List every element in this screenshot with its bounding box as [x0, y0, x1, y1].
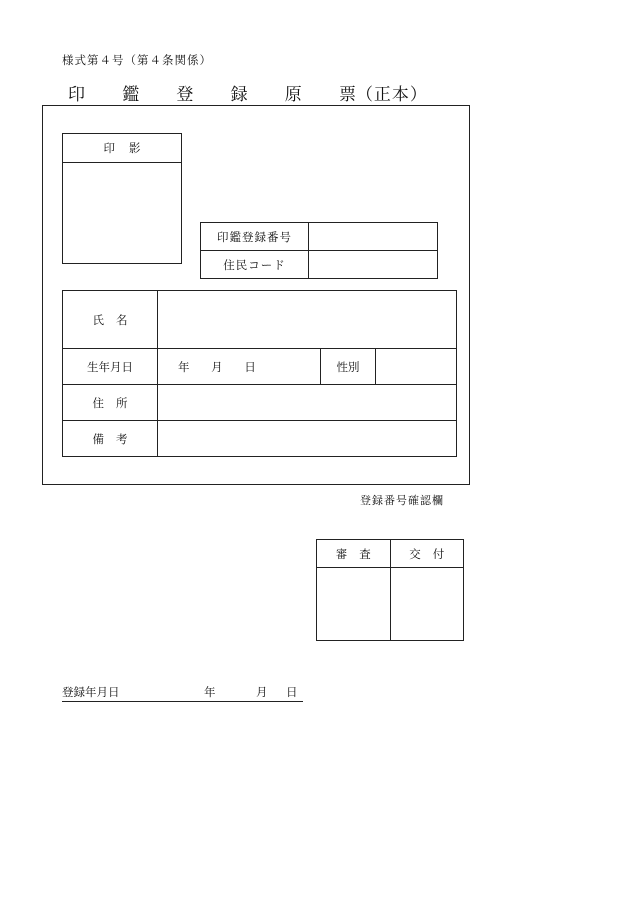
examine-header: 審査 — [317, 540, 391, 568]
issue-header: 交付 — [390, 540, 464, 568]
examine-stamp-area[interactable] — [317, 568, 391, 641]
name-label: 氏名 — [63, 291, 158, 349]
birthdate-field[interactable] — [158, 349, 321, 385]
remarks-label: 備考 — [63, 421, 158, 457]
seal-impression-area[interactable] — [63, 163, 182, 264]
title-char-last: 票（正本） — [338, 85, 428, 105]
gender-label: 性別 — [321, 349, 376, 385]
name-field[interactable] — [158, 291, 457, 349]
address-label: 住所 — [63, 385, 158, 421]
birth-month-unit: 月 — [211, 359, 223, 374]
registration-date-line[interactable] — [62, 684, 303, 702]
seal-impression-header: 印影 — [63, 134, 182, 163]
address-field[interactable] — [158, 385, 457, 421]
registration-date-label: 登録年月日 — [62, 685, 120, 699]
seal-impression-box — [62, 133, 182, 264]
registration-number-field[interactable] — [309, 223, 438, 251]
title-char: 録 — [230, 85, 248, 105]
form-title — [68, 80, 428, 105]
resident-code-label: 住民コード — [201, 251, 309, 279]
registration-number-table — [200, 222, 438, 279]
title-char: 登 — [176, 85, 194, 105]
review-issue-table — [316, 539, 464, 641]
confirm-column-label: 登録番号確認欄 — [360, 494, 444, 507]
registration-day-unit: 日 — [286, 685, 298, 699]
birth-day-unit: 日 — [244, 359, 256, 374]
registration-number-label: 印鑑登録番号 — [201, 223, 309, 251]
personal-info-table — [62, 290, 457, 457]
birth-year-unit: 年 — [178, 359, 190, 374]
resident-code-field[interactable] — [309, 251, 438, 279]
issue-stamp-area[interactable] — [390, 568, 464, 641]
title-char: 原 — [284, 85, 302, 105]
form-number: 様式第４号（第４条関係） — [62, 53, 212, 67]
title-char: 鑑 — [122, 85, 140, 105]
registration-year-unit: 年 — [204, 685, 216, 699]
remarks-field[interactable] — [158, 421, 457, 457]
birthdate-label: 生年月日 — [63, 349, 158, 385]
registration-month-unit: 月 — [256, 685, 268, 699]
gender-field[interactable] — [376, 349, 457, 385]
title-suffix: （正本） — [355, 85, 428, 105]
title-char: 印 — [68, 85, 85, 105]
